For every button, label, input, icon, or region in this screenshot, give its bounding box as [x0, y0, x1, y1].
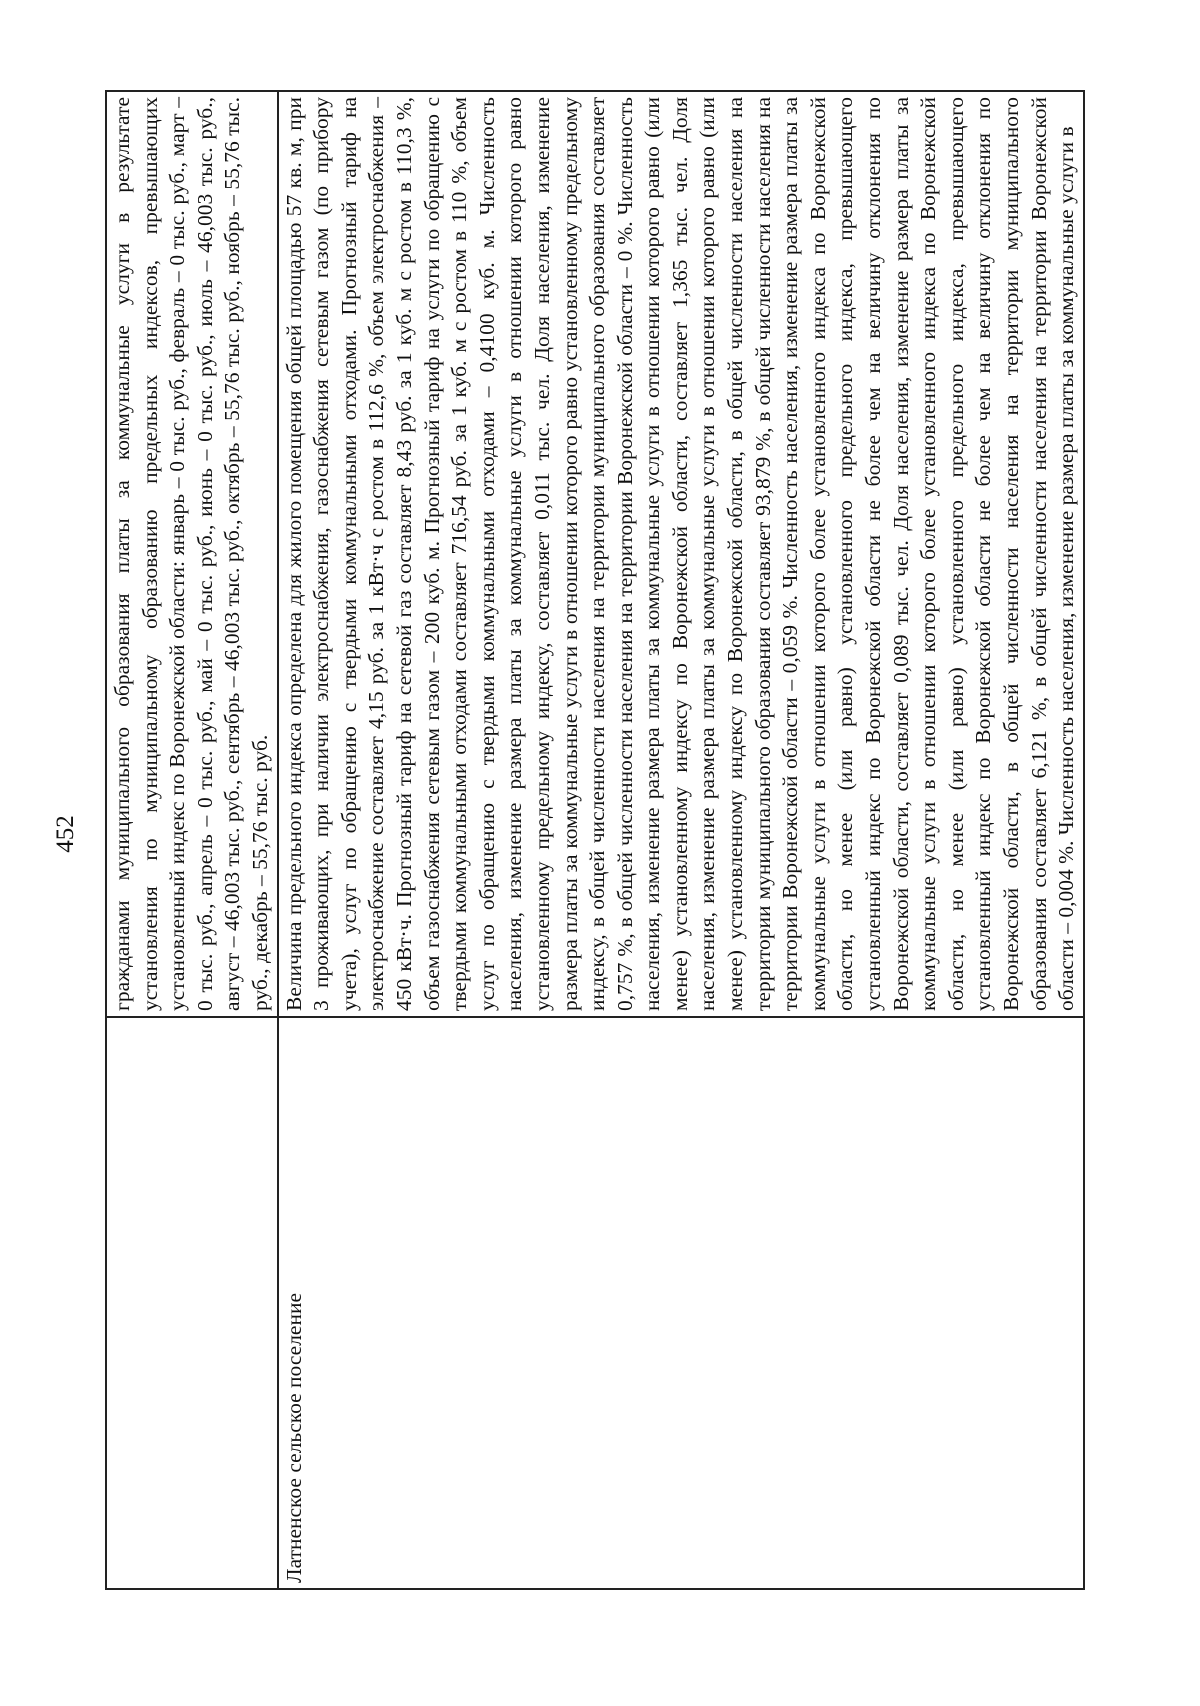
description-cell: Величина предельного индекса определена для жилого помещения общей площадью 57 кв. м, при 3 проживающих, при наличии электроснабжения, газоснабжения сетевым газом (по прибору учета), услуг по обращению с твердыми коммунальными отходами. Прогнозный тариф на электроснабжение составляет 4,15 руб. за 1 кВт·ч с ростом в 112,6 %, объем электроснабжения – 450 кВт·ч. Прогнозный тариф на сетевой газ составляет 8,43 руб. за 1 куб. м с ростом в 110,3 %, объем газоснабжения сетевым газом – 200 куб. м. Прогнозный тариф на услуги по обращению с твердыми коммунальными отходами составляет 716,54 руб. за 1 куб. м с ростом в 110 %, объем услуг по обращению с твердыми коммунальными отходами – 0,4100 куб. м. Численность населения, изменение размера платы за коммунальные услуги в отношении которого равно установленному предельному индексу, составляет 0,011 тыс. чел. Доля населения, изменение размера платы за коммунальные услуги в отношении которого равно установленному предельному индексу, в общей численности населения на территории муниципального образования составляет 0,757 %, в общей численности населения на территории Воронежской области – 0 %. Численность населения, изменение размера платы за коммунальные услуги в отношении которого равно (или менее) установленному индексу по Воронежской области, составляет 1,365 тыс. чел. Доля населения, изменение размера платы за коммунальные услуги в отношении которого равно (или менее) установленному индексу по Воронежской области, в общей численности населения на территории муниципального образования составляет 93,879 %, в общей численности населения на территории Воронежской области – 0,059 %. Численность населения, изменение размера платы за коммунальные услуги в отношении которого более установленного индекса по Воронежской области, но менее (или равно) установленного предельного индекса, превышающего установленный индекс по Воронежской области не более чем на величину отклонения по Воронежской области, составляет 0,089 тыс. чел. Доля населения, изменение размера платы за коммунальные услуги в отношении которого более установленного индекса по Воронежской области, но менее (или равно) установленного предельного индекса, превышающего установленный индекс по Воронежской области не более чем на величину отклонения по Воронежской области, в общей численности населения на территории муниципального образования составляет 6,121 %, в общей численности населения на территории Воронежской области – 0,004 %. Численность населения, изменение размера платы за коммунальные услуги в — [278, 91, 1084, 1017]
municipality-name-cell — [106, 1017, 278, 1589]
data-table-container — [105, 90, 1079, 1590]
description-cell: гражданами муниципального образования платы за коммунальные услуги в результате установления по муниципальному образованию предельных индексов, превышающих установленный индекс по Воронежской области: январь – 0 тыс. руб., февраль – 0 тыс. руб., март – 0 тыс. руб., апрель – 0 тыс. руб., май – 0 тыс. руб., июнь – 0 тыс. руб., июль – 46,003 тыс. руб., август – 46,003 тыс. руб., сентябрь – 46,003 тыс. руб., октябрь – 55,76 тыс. руб., ноябрь – 55,76 тыс. руб., декабрь – 55,76 тыс. руб. — [106, 91, 278, 1017]
table-row — [106, 91, 278, 1589]
municipality-name-cell: Латненское сельское поселение — [278, 1017, 1084, 1589]
data-table — [105, 90, 1085, 1590]
table-row — [278, 91, 1084, 1589]
page-number: 452 — [52, 815, 79, 853]
